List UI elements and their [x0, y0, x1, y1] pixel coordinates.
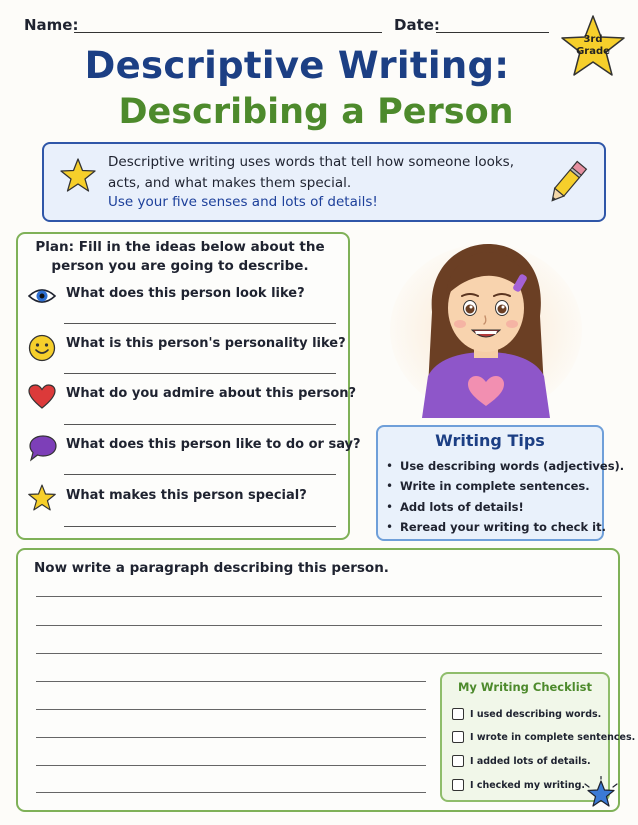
- checklist-checkbox[interactable]: [452, 731, 464, 743]
- writing-line[interactable]: [36, 765, 426, 766]
- question-special: What makes this person special?: [66, 488, 307, 503]
- writing-line[interactable]: [36, 792, 426, 793]
- tip-item: Reread your writing to check it.: [400, 520, 606, 534]
- tip-item: Use describing words (adjectives).: [400, 459, 625, 473]
- star-icon: [60, 158, 96, 192]
- name-label: Name:: [24, 16, 79, 34]
- question-likes: What does this person like to do or say?: [66, 437, 361, 452]
- question-appearance: What does this person look like?: [66, 286, 305, 301]
- question-personality: What is this person's personality like?: [66, 336, 346, 351]
- intro-text: Descriptive writing uses words that tell how someone looks, acts, and what makes them special.: [108, 154, 515, 191]
- checklist-checkbox[interactable]: [452, 755, 464, 767]
- checklist-item: I added lots of details.: [470, 756, 591, 767]
- grade-line2: Grade: [576, 46, 610, 57]
- checklist-title: My Writing Checklist: [457, 680, 593, 694]
- writing-line[interactable]: [36, 653, 602, 654]
- writing-line[interactable]: [36, 737, 426, 738]
- plan-title: Plan: Fill in the ideas below about the person you are going to describe.: [35, 239, 325, 274]
- writing-tips-title: Writing Tips: [435, 431, 545, 450]
- bullet-icon: •: [386, 459, 394, 473]
- paragraph-title: Now write a paragraph describing this person.: [34, 560, 389, 576]
- checklist-item: I wrote in complete sentences.: [470, 732, 636, 743]
- name-line[interactable]: [74, 32, 382, 33]
- checklist-checkbox[interactable]: [452, 779, 464, 791]
- question-admire: What do you admire about this person?: [66, 386, 357, 401]
- bullet-icon: •: [386, 479, 394, 493]
- answer-line-personality[interactable]: [64, 373, 336, 374]
- bullet-icon: •: [386, 520, 394, 534]
- grade-line1: 3rd: [583, 34, 603, 45]
- star-icon: [28, 484, 56, 511]
- speech-bubble-icon: [28, 434, 58, 462]
- girl-portrait-icon: [388, 238, 584, 418]
- writing-line[interactable]: [36, 596, 602, 597]
- checklist-item: I used describing words.: [470, 709, 602, 720]
- writing-line[interactable]: [36, 681, 426, 682]
- bullet-icon: •: [386, 500, 394, 514]
- intro-highlight: Use your five senses and lots of details!: [108, 194, 378, 210]
- date-label: Date:: [394, 16, 440, 34]
- writing-line[interactable]: [36, 625, 602, 626]
- answer-line-admire[interactable]: [64, 424, 336, 425]
- tip-item: Add lots of details!: [400, 500, 524, 514]
- star-icon: [582, 776, 620, 814]
- answer-line-likes[interactable]: [64, 474, 336, 475]
- checklist-checkbox[interactable]: [452, 708, 464, 720]
- writing-line[interactable]: [36, 709, 426, 710]
- page-subtitle: Describing a Person: [118, 92, 514, 132]
- heart-icon: [28, 384, 56, 410]
- tip-item: Write in complete sentences.: [400, 479, 590, 493]
- pencil-icon: [544, 158, 590, 208]
- date-line[interactable]: [436, 32, 549, 33]
- answer-line-appearance[interactable]: [64, 323, 336, 324]
- answer-line-special[interactable]: [64, 526, 336, 527]
- checklist-item: I checked my writing.: [470, 780, 586, 791]
- eye-icon: [28, 286, 56, 306]
- page-title: Descriptive Writing:: [84, 44, 510, 87]
- smiley-icon: [28, 334, 56, 362]
